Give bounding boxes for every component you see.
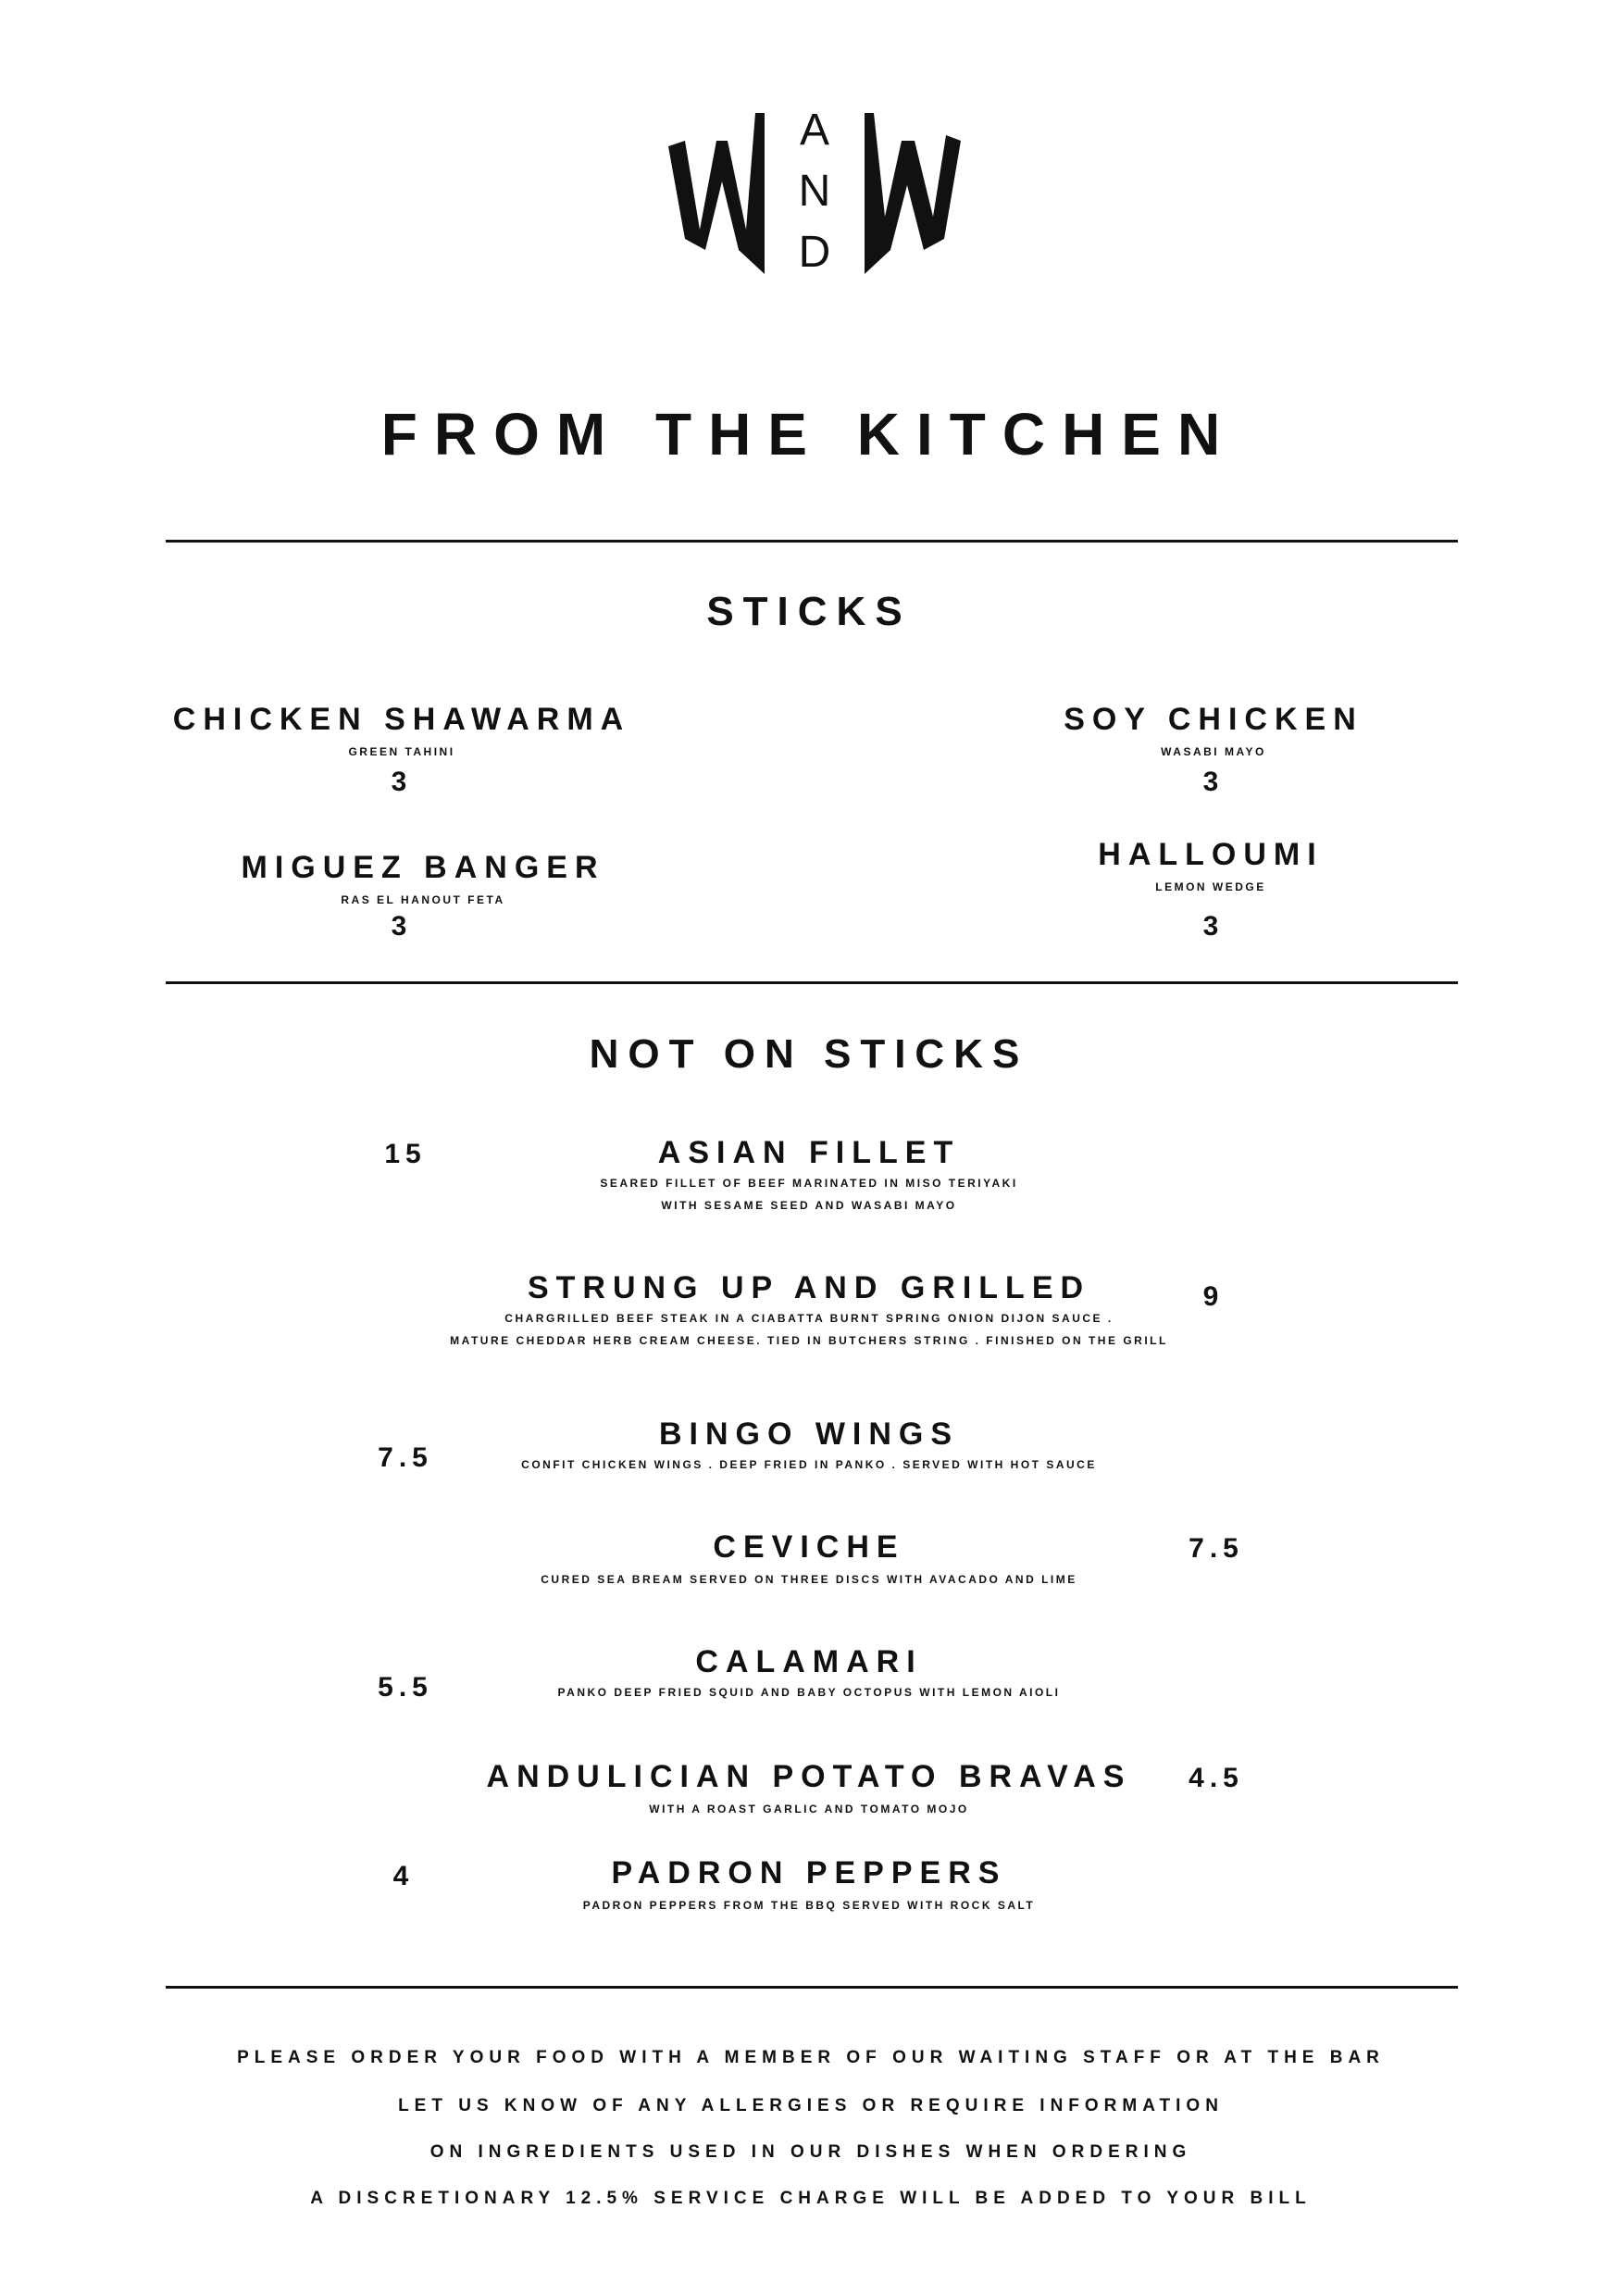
logo-letter-n: N [798, 167, 831, 216]
menu-item-desc: CURED SEA BREAM SERVED ON THREE DISCS WITH AVACADO AND LIME [541, 1573, 1077, 1586]
sticks-heading: STICKS [706, 589, 912, 634]
menu-item-desc: CONFIT CHICKEN WINGS . DEEP FRIED IN PANKO . SERVED WITH HOT SAUCE [521, 1458, 1097, 1471]
menu-item-desc: PANKO DEEP FRIED SQUID AND BABY OCTOPUS WITH LEMON AIOLI [557, 1686, 1061, 1699]
menu-item-name: PADRON PEPPERS [611, 1855, 1007, 1890]
sticks-item-desc: RAS EL HANOUT FETA [341, 893, 505, 906]
logo-letter-d: D [798, 228, 831, 274]
menu-item-price: 9 [1202, 1281, 1225, 1312]
sticks-item-desc: WASABI MAYO [1161, 745, 1266, 758]
menu-item-name: ASIAN FILLET [657, 1135, 961, 1170]
divider-bottom [166, 1986, 1458, 1989]
divider-middle [166, 981, 1458, 984]
menu-item-price: 15 [384, 1139, 427, 1169]
menu-item-price: 7.5 [1189, 1533, 1244, 1564]
menu-item-desc: CHARGRILLED BEEF STEAK IN A CIABATTA BURNT SPRING ONION DIJON SAUCE . [504, 1312, 1114, 1325]
sticks-item-name: MIGUEZ BANGER [241, 850, 605, 885]
sticks-item-name: SOY CHICKEN [1064, 702, 1363, 737]
menu-item-price: 5.5 [378, 1672, 433, 1703]
menu-item-name: ANDULICIAN POTATO BRAVAS [486, 1759, 1132, 1794]
menu-item-name: STRUNG UP AND GRILLED [527, 1270, 1091, 1305]
sticks-item-price: 3 [1202, 767, 1225, 797]
menu-item-desc: SEARED FILLET OF BEEF MARINATED IN MISO TERIYAKI [600, 1177, 1018, 1190]
menu-item-name: CALAMARI [695, 1644, 923, 1679]
footer-line: A DISCRETIONARY 12.5% SERVICE CHARGE WILL BE ADDED TO YOUR BILL [310, 2189, 1312, 2208]
menu-item-price: 4.5 [1189, 1763, 1244, 1793]
sticks-item-desc: LEMON WEDGE [1155, 880, 1266, 893]
logo-letter-m [865, 113, 961, 274]
menu-item-desc: MATURE CHEDDAR HERB CREAM CHEESE. TIED IN BUTCHERS STRING . FINISHED ON THE GRILL [450, 1334, 1168, 1347]
divider-top [166, 540, 1458, 543]
footer-line: ON INGREDIENTS USED IN OUR DISHES WHEN ORDERING [429, 2142, 1192, 2162]
not-on-sticks-heading: NOT ON STICKS [589, 1031, 1029, 1077]
footer-line: PLEASE ORDER YOUR FOOD WITH A MEMBER OF OUR WAITING STAFF OR AT THE BAR [237, 2048, 1385, 2067]
sticks-item-desc: GREEN TAHINI [348, 745, 455, 758]
sticks-item-name: CHICKEN SHAWARMA [172, 702, 631, 737]
logo-letter-w [668, 113, 765, 274]
menu-item-name: CEVICHE [713, 1529, 905, 1565]
menu-item-price: 7.5 [378, 1442, 433, 1473]
wandm-logo [668, 100, 961, 274]
sticks-item-price: 3 [1202, 911, 1225, 942]
menu-item-name: BINGO WINGS [658, 1416, 960, 1452]
menu-item-desc: WITH SESAME SEED AND WASABI MAYO [661, 1199, 957, 1212]
menu-item-price: 4 [392, 1861, 415, 1891]
footer-line: LET US KNOW OF ANY ALLERGIES OR REQUIRE INFORMATION [398, 2096, 1224, 2115]
menu-item-desc: WITH A ROAST GARLIC AND TOMATO MOJO [649, 1803, 969, 1816]
sticks-item-name: HALLOUMI [1098, 837, 1324, 872]
sticks-item-price: 3 [391, 767, 413, 797]
page-title: FROM THE KITCHEN [380, 401, 1238, 468]
sticks-item-price: 3 [391, 911, 413, 942]
logo-letter-a: A [799, 106, 830, 155]
menu-item-desc: PADRON PEPPERS FROM THE BBQ SERVED WITH ROCK SALT [582, 1899, 1036, 1912]
